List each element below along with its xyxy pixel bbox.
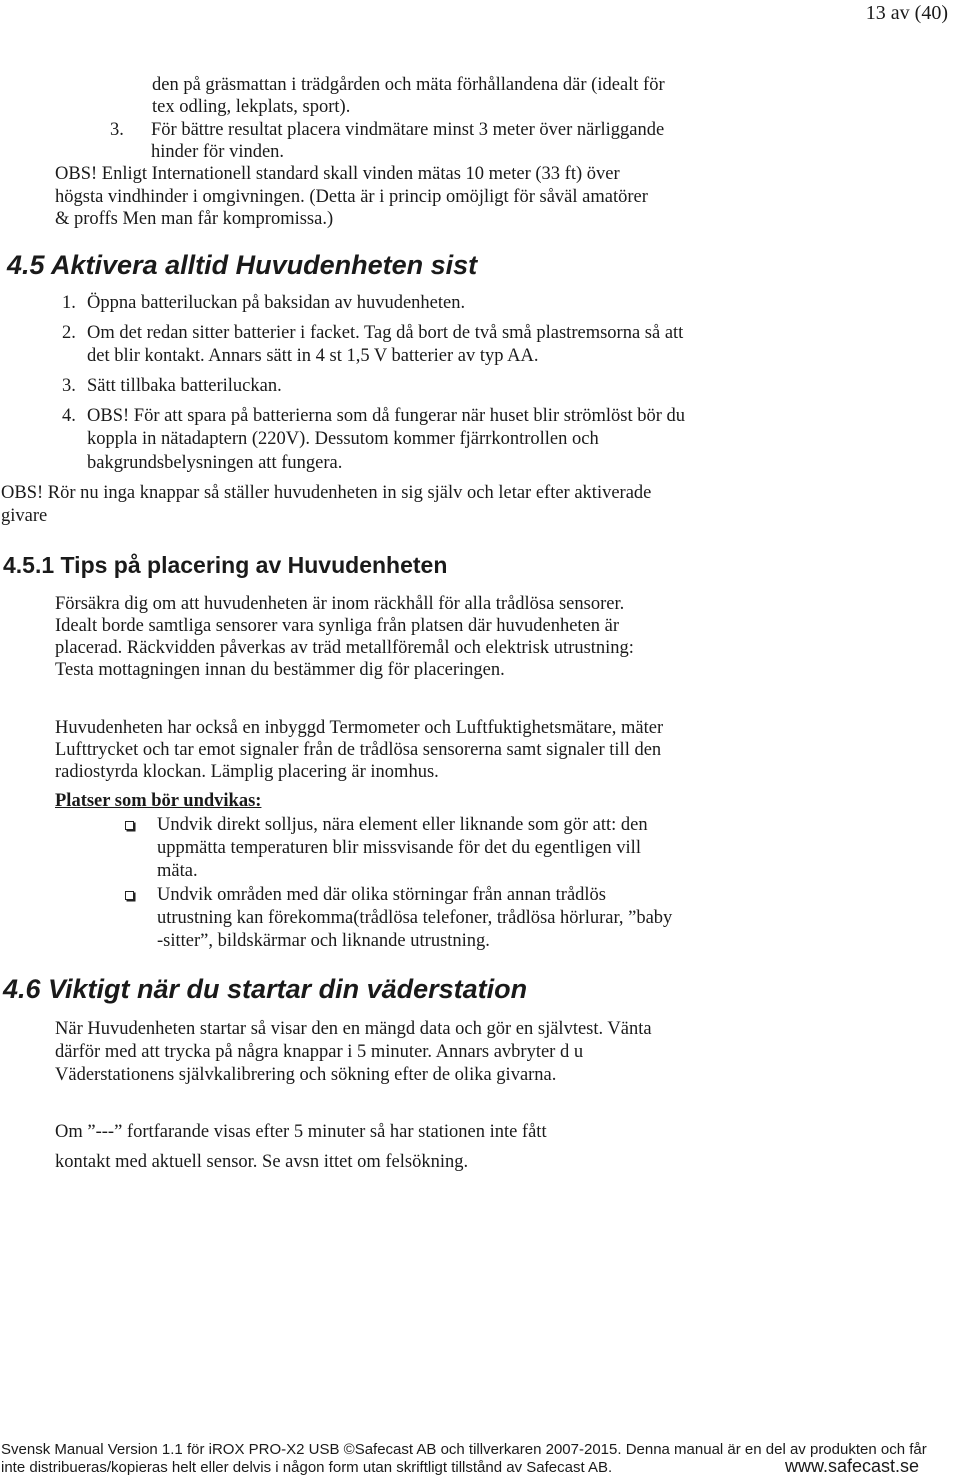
footer-website-link[interactable]: www.safecast.se: [785, 1456, 920, 1476]
paragraph-line: Lufttrycket och tar emot signaler från de trådlösa sensorerna samt signaler till den: [55, 740, 662, 760]
paragraph-line: Väderstationens självkalibrering och sökning efter de olika givarna.: [55, 1065, 557, 1085]
step-number: 2.: [62, 323, 76, 343]
obs-note: givare: [1, 506, 48, 526]
bullet-text: Undvik områden med där olika störningar från annan trådlös: [157, 885, 607, 905]
intro-line: hinder för vinden.: [151, 142, 285, 162]
section-heading-4-5: 4.5 Aktivera alltid Huvudenheten sist: [7, 250, 478, 280]
paragraph-line: När Huvudenheten startar så visar den en mängd data och gör en självtest. Vänta: [55, 1019, 652, 1039]
section-heading-4-5-1: 4.5.1 Tips på placering av Huvudenheten: [3, 552, 448, 578]
paragraph-line: Huvudenheten har också en inbyggd Termometer och Luftfuktighetsmätare, mäter: [55, 718, 664, 738]
paragraph-line: radiostyrda klockan. Lämplig placering är inomhus.: [55, 762, 439, 782]
intro-line: För bättre resultat placera vindmätare minst 3 meter över närliggande: [151, 120, 665, 140]
paragraph-line: placerad. Räckvidden påverkas av träd metallföremål och elektrisk utrustning:: [55, 638, 634, 658]
avoid-heading: Platser som bör undvikas:: [55, 791, 262, 811]
intro-item-number: 3.: [110, 120, 124, 140]
intro-line: tex odling, lekplats, sport).: [152, 97, 351, 117]
step-text: Öppna batteriluckan på baksidan av huvudenheten.: [87, 293, 466, 313]
footer-copyright: Svensk Manual Version 1.1 för iROX PRO-X2 USB ©Safecast AB och tillverkaren 2007-2015. Denna manual är en del av produkten och får: [1, 1441, 927, 1458]
paragraph-line: Testa mottagningen innan du bestämmer dig för placeringen.: [55, 660, 505, 680]
paragraph-line: Idealt borde samtliga sensorer vara synliga från platsen där huvudenheten är: [55, 616, 620, 636]
step-text: OBS! För att spara på batterierna som då fungerar när huset blir strömlöst bör du: [87, 406, 686, 426]
bullet-text: uppmätta temperaturen blir missvisande för det du egentligen vill: [157, 838, 641, 858]
step-text: Sätt tillbaka batteriluckan.: [87, 376, 282, 396]
step-text: bakgrundsbelysningen att fungera.: [87, 453, 343, 473]
bullet-text: mäta.: [157, 861, 198, 881]
checkbox-bullet-icon: [125, 891, 134, 900]
step-number: 1.: [62, 293, 76, 313]
bullet-text: Undvik direkt solljus, nära element eller liknande som gör att: den: [157, 815, 648, 835]
intro-line: den på gräsmattan i trädgården och mäta förhållandena där (idealt för: [152, 75, 665, 95]
step-text: det blir kontakt. Annars sätt in 4 st 1,5 V batterier av typ AA.: [87, 346, 539, 366]
intro-obs-line: högsta vindhinder i omgivningen. (Detta är i princip omöjligt för såväl amatörer: [55, 187, 648, 207]
paragraph-line: kontakt med aktuell sensor. Se avsn ittet om felsökning.: [55, 1152, 469, 1172]
intro-obs-line: OBS! Enligt Internationell standard skall vinden mätas 10 meter (33 ft) över: [55, 164, 620, 184]
section-heading-4-6: 4.6 Viktigt när du startar din väderstation: [3, 974, 528, 1004]
bullet-text: -sitter”, bildskärmar och liknande utrustning.: [157, 931, 490, 951]
page-number: 13 av (40): [865, 2, 948, 24]
obs-note: OBS! Rör nu inga knappar så ställer huvudenheten in sig själv och letar efter aktiverade: [1, 483, 652, 503]
intro-obs-line: & proffs Men man får kompromissa.): [55, 209, 334, 229]
footer-distribution: inte distribueras/kopieras helt eller delvis i någon form utan skriftligt tillstånd av Safecast AB.: [1, 1459, 613, 1476]
paragraph-line: Försäkra dig om att huvudenheten är inom räckhåll för alla trådlösa sensorer.: [55, 594, 625, 614]
bullet-text: utrustning kan förekomma(trådlösa telefoner, trådlösa hörlurar, ”baby: [157, 908, 673, 928]
step-number: 4.: [62, 406, 76, 426]
checkbox-bullet-icon: [125, 821, 134, 830]
paragraph-line: Om ”---” fortfarande visas efter 5 minuter så har stationen inte fått: [55, 1122, 547, 1142]
step-text: koppla in nätadaptern (220V). Dessutom kommer fjärrkontrollen och: [87, 429, 599, 449]
paragraph-line: därför med att trycka på några knappar i 5 minuter. Annars avbryter d u: [55, 1042, 584, 1062]
step-number: 3.: [62, 376, 76, 396]
step-text: Om det redan sitter batterier i facket. Tag då bort de två små plastremsorna så att: [87, 323, 684, 343]
